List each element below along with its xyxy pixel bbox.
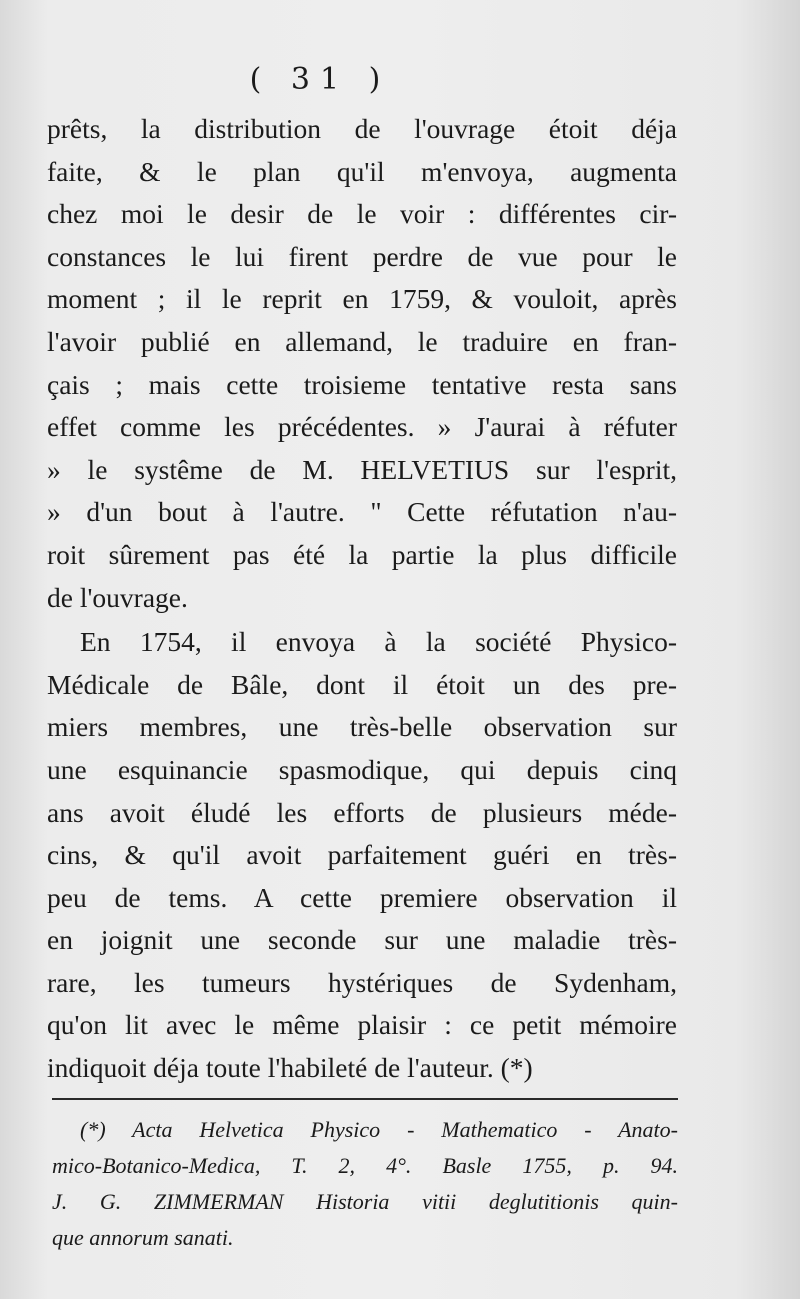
text-line: faite, & le plan qu'il m'envoya, augmenta xyxy=(47,155,677,187)
text-line: ans avoit éludé les efforts de plusieurs méde- xyxy=(47,796,677,828)
footnote-line: J. G. ZIMMERMAN Historia vitii deglutitionis quin- xyxy=(52,1189,678,1214)
text-line: » d'un bout à l'autre. " Cette réfutation n'au- xyxy=(47,496,677,528)
body-text xyxy=(47,108,677,1090)
footnote xyxy=(52,1112,678,1256)
text-line: constances le lui firent perdre de vue pour le xyxy=(47,240,677,272)
text-line: rare, les tumeurs hystériques de Sydenham, xyxy=(47,966,677,998)
text-line: En 1754, il envoya à la société Physico- xyxy=(80,626,677,658)
text-line: indiquoit déja toute l'habileté de l'auteur. (*) xyxy=(47,1052,533,1084)
footnote-line: mico-Botanico-Medica, T. 2, 4°. Basle 1755, p. 94. xyxy=(52,1153,678,1178)
text-line: peu de tems. A cette premiere observation il xyxy=(47,881,677,913)
footnote-line: (*) Acta Helvetica Physico - Mathematico - Anato- xyxy=(80,1117,678,1142)
text-line: miers membres, une très-belle observation sur xyxy=(47,711,677,743)
text-line: chez moi le desir de le voir : différentes cir- xyxy=(47,198,677,230)
text-line: l'avoir publié en allemand, le traduire en fran- xyxy=(47,325,677,357)
text-line: effet comme les précédentes. » J'aurai à réfuter xyxy=(47,411,677,443)
text-line: prêts, la distribution de l'ouvrage étoit déja xyxy=(47,113,677,144)
text-line: Médicale de Bâle, dont il étoit un des pre- xyxy=(47,668,677,700)
text-line: çais ; mais cette troisieme tentative resta sans xyxy=(47,368,677,400)
text-line: cins, & qu'il avoit parfaitement guéri en très- xyxy=(47,839,677,871)
text-line: qu'on lit avec le même plaisir : ce petit mémoire xyxy=(47,1009,677,1041)
text-line: de l'ouvrage. xyxy=(47,581,188,613)
text-line: en joignit une seconde sur une maladie très- xyxy=(47,924,677,956)
page-number: ( 31 ) xyxy=(249,62,391,97)
footnote-line: que annorum sanati. xyxy=(52,1225,234,1250)
footnote-rule xyxy=(52,1098,678,1100)
text-line: moment ; il le reprit en 1759, & vouloit, après xyxy=(47,283,677,315)
text-line: roit sûrement pas été la partie la plus difficile xyxy=(47,538,677,570)
text-line: une esquinancie spasmodique, qui depuis cinq xyxy=(47,753,677,785)
text-line: » le systême de M. HELVETIUS sur l'esprit, xyxy=(47,453,677,485)
